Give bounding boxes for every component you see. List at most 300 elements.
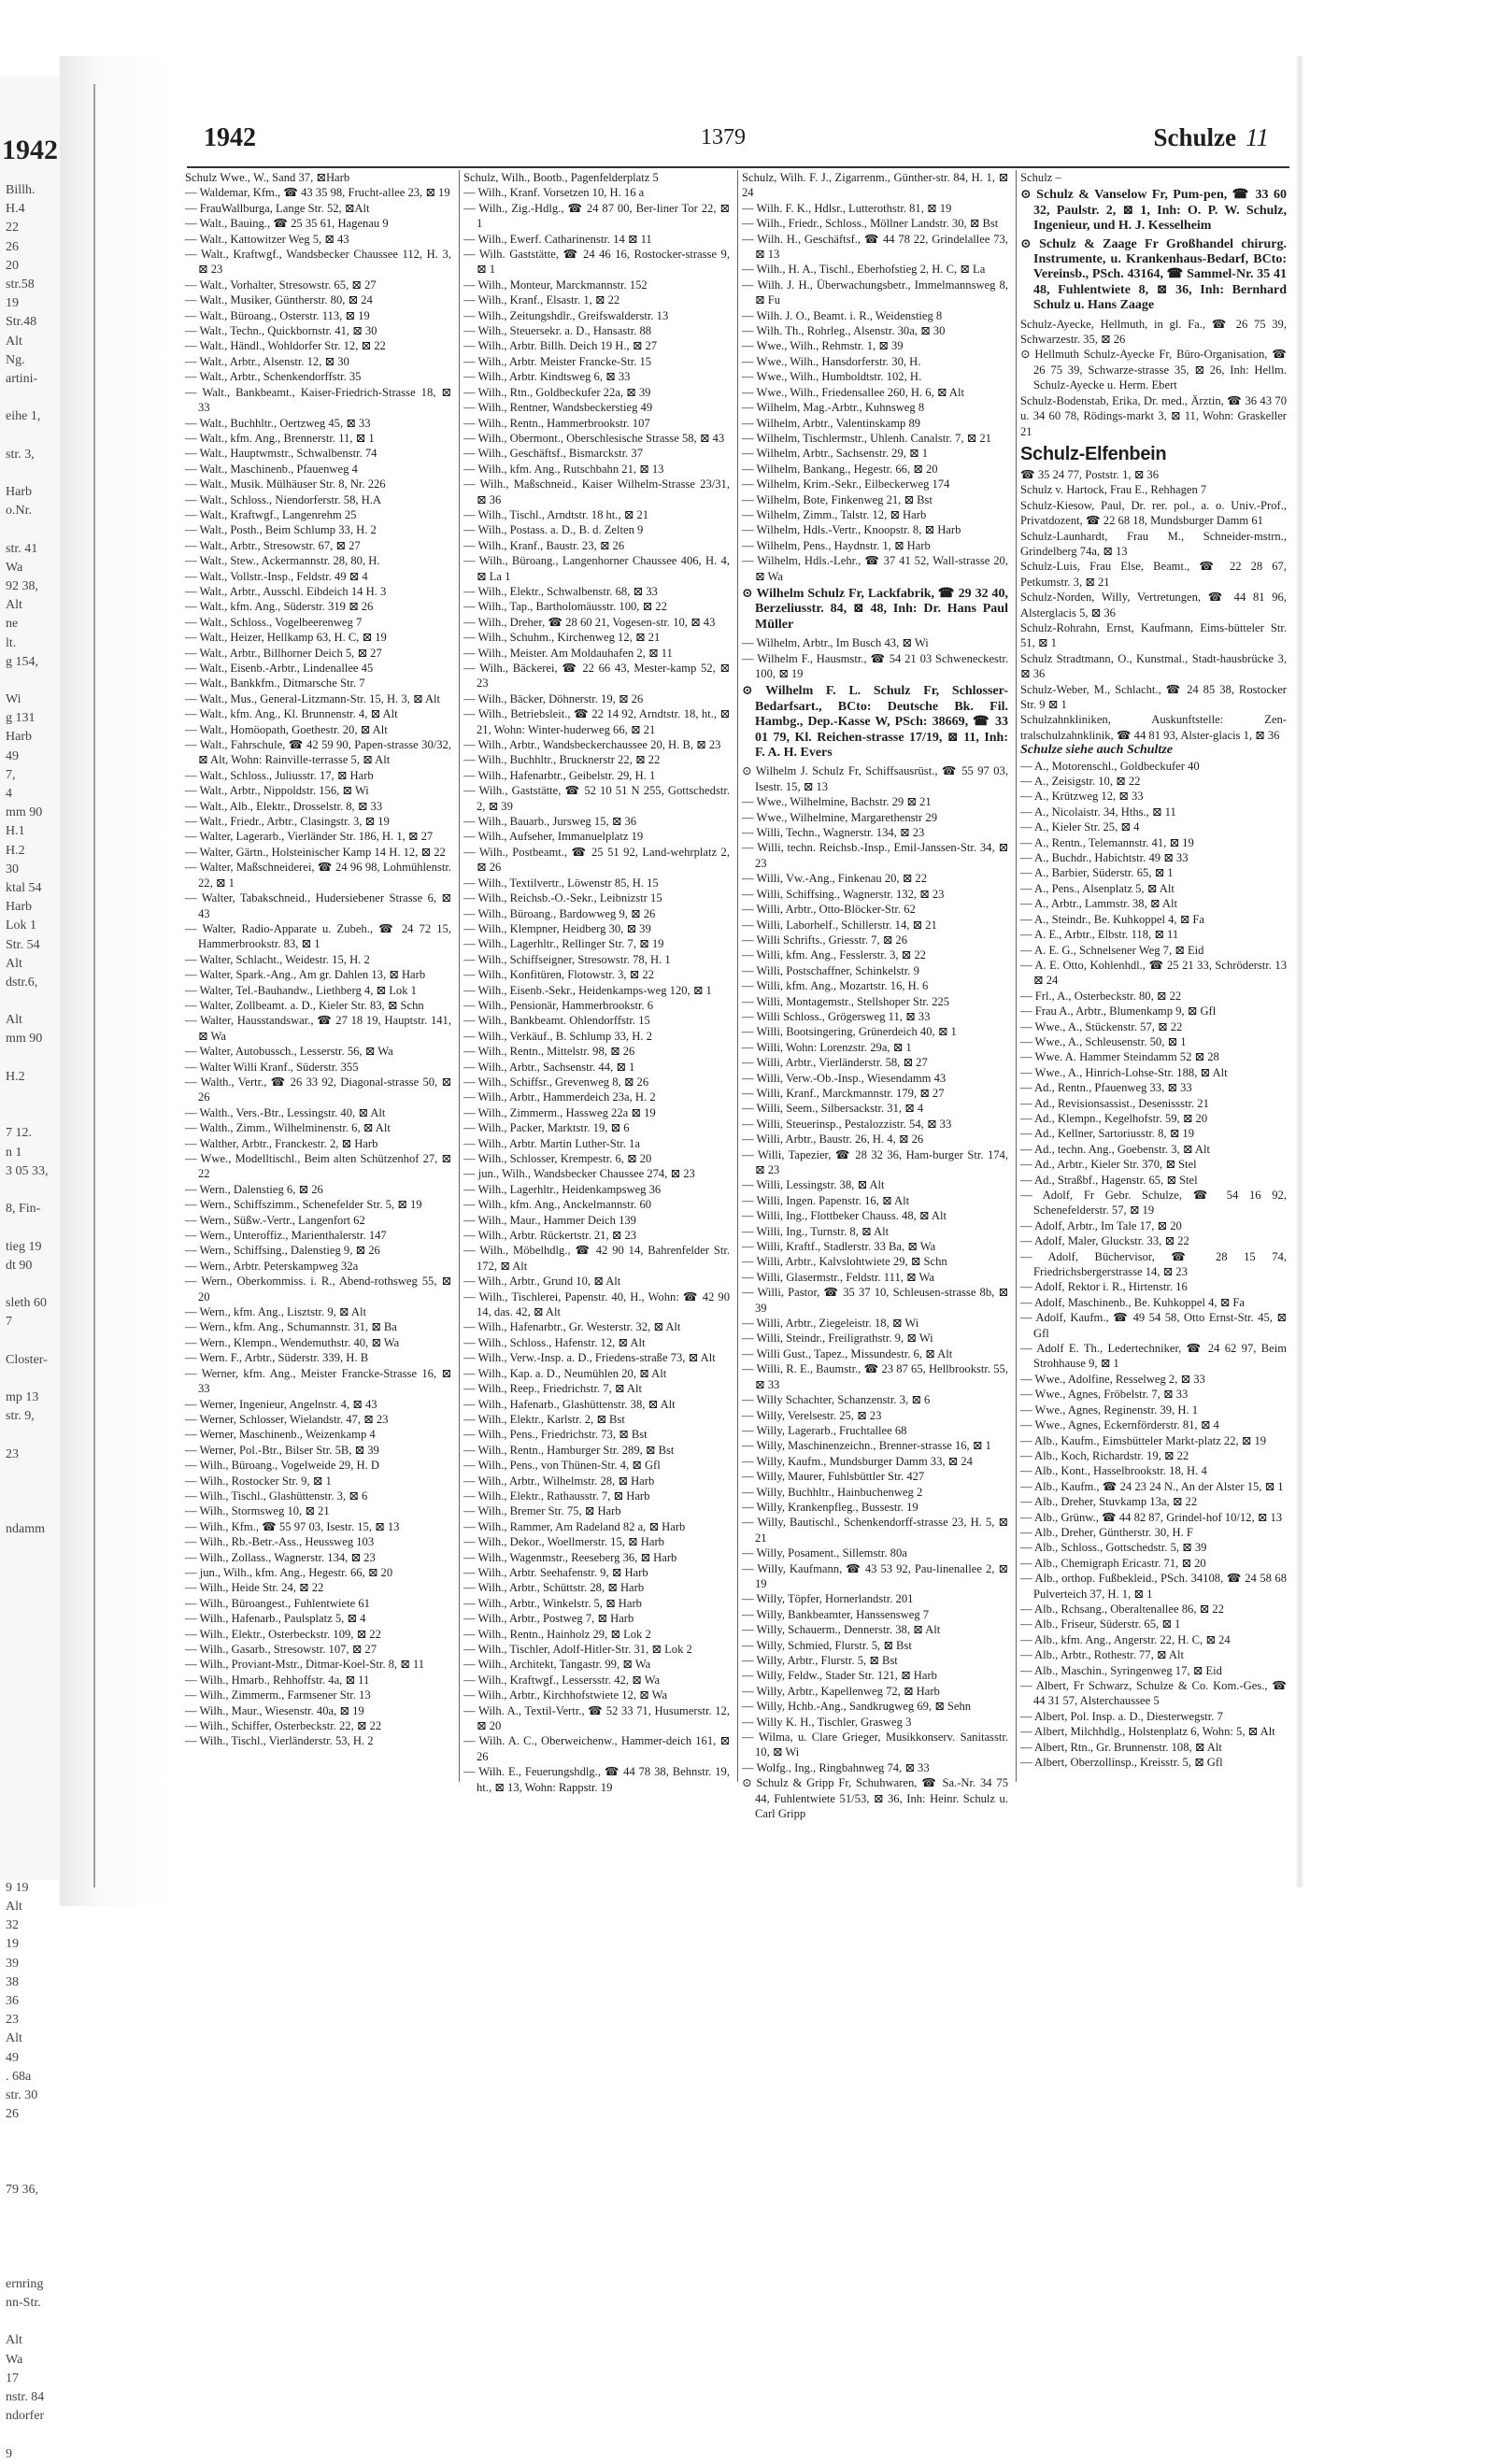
directory-entry: — Wilh. J. H., Überwachungsbetr., Immelmannsweg 8, ⊠ Fu [742, 278, 1008, 307]
previous-page-fragment: eihe 1, [6, 409, 41, 424]
directory-entry: — Wern. F., Arbtr., Süderstr. 339, H. B [185, 1351, 369, 1365]
previous-page-fragment: Alt [6, 2333, 22, 2348]
previous-page-fragment: 7 [6, 1315, 12, 1330]
directory-entry: — Adolf, Arbtr., Im Tale 17, ⊠ 20 [1020, 1218, 1182, 1232]
previous-page-fragment [6, 1370, 58, 1389]
directory-entry: — Wilh., Wagenmstr., Reeseberg 36, ⊠ Harb [463, 1550, 677, 1564]
previous-page-fragment [6, 464, 58, 483]
directory-entry: — Wern., Dalenstieg 6, ⊠ 26 [185, 1182, 323, 1196]
directory-entry: — Wilh., Rostocker Str. 9, ⊠ 1 [185, 1474, 332, 1488]
directory-entry: — A., Nicolaistr. 34, Hths., ⊠ 11 [1020, 805, 1176, 819]
previous-page-fragment: ne [6, 617, 19, 632]
page-number: 1379 [701, 125, 746, 150]
previous-page-fragment: 22 [6, 221, 19, 235]
directory-entry: — A., Buchdr., Habichtstr. 49 ⊠ 33 [1020, 851, 1189, 865]
previous-page-fragment: Harb [6, 485, 32, 499]
directory-entry: — Walt., Arbtr., Stresowstr. 67, ⊠ 27 [185, 538, 361, 552]
directory-entry: — Willi, Pastor, ☎ 35 37 10, Schleusen-strasse 8b, ⊠ 39 [742, 1286, 1008, 1315]
previous-page-fragment [6, 2426, 58, 2444]
directory-entry: — Walt., Bankbeamt., Kaiser-Friedrich-Strasse 18, ⊠ 33 [185, 385, 451, 415]
directory-entry: — Willy, Krankenpfleg., Bussestr. 19 [742, 1500, 918, 1514]
previous-page-fragment [6, 2313, 58, 2331]
directory-entry: — Walter, Zollbeamt. a. D., Kieler Str. 83, ⊠ Schn [185, 998, 424, 1012]
directory-entry: — Willi Gust., Tapez., Missundestr. 6, ⊠ Alt [742, 1346, 953, 1360]
directory-entry: — Wilh., Pens., Friedrichstr. 73, ⊠ Bst [463, 1428, 648, 1442]
directory-entry: — Wilh., Bankbeamt. Ohlendorffstr. 15 [463, 1014, 650, 1028]
directory-entry: — Willi, Seem., Silbersackstr. 31, ⊠ 4 [742, 1102, 924, 1116]
directory-entry: — A., Kieler Str. 25, ⊠ 4 [1020, 820, 1140, 834]
previous-page-fragment [6, 1087, 58, 1105]
directory-entry: — Wilh., Zimmerm., Hassweg 22a ⊠ 19 [463, 1105, 656, 1119]
directory-entry: — Alb., Schloss., Gottschedstr. 5, ⊠ 39 [1020, 1541, 1207, 1555]
previous-page-fragment: 17 [6, 2371, 19, 2386]
previous-page-year: 1942 [2, 135, 58, 165]
previous-page-fragment [6, 1426, 58, 1445]
directory-entry: — Walt., Bankkfm., Ditmarsche Str. 7 [185, 677, 365, 691]
directory-entry: Schulz-Rohrahn, Ernst, Kaufmann, Eims-bütteler Str. 51, ⊠ 1 [1020, 620, 1287, 650]
directory-entry: — A. E. G., Schnelsener Weg 7, ⊠ Eid [1020, 943, 1204, 957]
directory-entry: — Wern., Süßw.-Vertr., Langenfort 62 [185, 1213, 365, 1227]
directory-entry: — FrauWallburga, Lange Str. 52, ⊠Alt [185, 201, 370, 215]
directory-entry: — Adolf, Kaufm., ☎ 49 54 58, Otto Ernst-Str. 45, ⊠ Gfl [1020, 1311, 1287, 1340]
directory-entry: — Walter, Maßschneiderei, ☎ 24 96 98, Lohmühlenstr. 22, ⊠ 1 [185, 861, 451, 890]
previous-page-fragment [6, 520, 58, 539]
directory-entry: — Ad., Revisionsassist., Desenissstr. 21 [1020, 1096, 1209, 1110]
directory-entry: — Walter Willi Kranf., Süderstr. 355 [185, 1060, 359, 1074]
directory-entry: — Walt., Arbtr., Ausschl. Eibdeich 14 H. 3 [185, 584, 387, 598]
directory-entry: — Wilh., kfm. Ang., Anckelmannstr. 60 [463, 1198, 652, 1212]
directory-entry: — Wilh., Monteur, Marckmannstr. 152 [463, 278, 648, 292]
previous-page-fragment: Lok 1 [6, 919, 37, 933]
directory-entry: — A., Krützweg 12, ⊠ 33 [1020, 790, 1144, 804]
directory-entry: — Willy, Schmied, Flurstr. 5, ⊠ Bst [742, 1638, 912, 1652]
column-3 [742, 170, 1008, 1821]
previous-page-fragment [6, 2200, 58, 2218]
directory-entry: — Wilh., Rentn., Hainholz 29, ⊠ Lok 2 [463, 1627, 651, 1641]
directory-entry: — Wilh., Postass. a. D., B. d. Zelten 9 [463, 523, 644, 537]
directory-entry: — Wilh., Schiffseigner, Stresowstr. 78, H. 1 [463, 952, 671, 966]
directory-entry: — Adolf, Maler, Gluckstr. 33, ⊠ 22 [1020, 1234, 1189, 1248]
directory-entry: — Wilh., Textilvertr., Löwenstr 85, H. 15 [463, 876, 659, 890]
directory-entry: — Wilh., Kranf., Baustr. 23, ⊠ 26 [463, 538, 625, 552]
previous-page-fragment: artini- [6, 371, 38, 386]
directory-entry: Schulz-Ayecke, Hellmuth, in gl. Fa., ☎ 26 75 39, Schwarzestr. 35, ⊠ 26 [1020, 317, 1287, 347]
previous-page-fragment [6, 1615, 58, 1633]
previous-page-fragment [6, 2218, 58, 2237]
directory-entry: — Wern., Klempn., Wendemuthstr. 40, ⊠ Wa [185, 1335, 400, 1349]
directory-entry: — Albert, Fr Schwarz, Schulze & Co. Kom.-Ges., ☎ 44 31 57, Alsterchaussee 5 [1020, 1679, 1287, 1708]
directory-entry: — Alb., Rchsang., Oberaltenallee 86, ⊠ 22 [1020, 1602, 1224, 1616]
directory-entry: — Wilh., Arbtr., Sachsenstr. 44, ⊠ 1 [463, 1060, 635, 1074]
directory-entry: — Wilh., kfm. Ang., Rutschbahn 21, ⊠ 13 [463, 462, 664, 476]
directory-entry: — Willy, Maurer, Fuhlsbüttler Str. 427 [742, 1470, 925, 1484]
directory-entry: — Wilh., Bäckerei, ☎ 22 66 43, Mester-kamp 52, ⊠ 23 [463, 662, 730, 691]
directory-entry: — Walth., Vers.-Btr., Lessingstr. 40, ⊠ Alt [185, 1105, 386, 1119]
directory-entry: — Walt., Büroang., Osterstr. 113, ⊠ 19 [185, 308, 370, 322]
directory-entry: — Wilhelm, Tischlermstr., Uhlenh. Canalstr. 7, ⊠ 21 [742, 431, 991, 445]
directory-entry: — Wilh., Rtn., Goldbeckufer 22a, ⊠ 39 [463, 385, 651, 399]
directory-entry: — Wilh., Schiffsr., Grevenweg 8, ⊠ 26 [463, 1075, 649, 1089]
directory-entry: — Wilhelm, Arbtr., Im Busch 43, ⊠ Wi [742, 636, 929, 650]
previous-page-fragment: Harb [6, 900, 32, 915]
directory-entry: — Willi, Techn., Wagnerstr. 134, ⊠ 23 [742, 826, 925, 840]
directory-banner-entry: Schulz-Elfenbein [1020, 443, 1167, 464]
previous-page-fragment: g 154, [6, 654, 38, 669]
directory-entry: — Willi, kfm. Ang., Fesslerstr. 3, ⊠ 22 [742, 948, 926, 962]
directory-entry: — Wilh., Arbtr., Postweg 7, ⊠ Harb [463, 1612, 634, 1626]
directory-entry: — Wern., Schiffszimm., Schenefelder Str. 5, ⊠ 19 [185, 1198, 422, 1212]
previous-page-fragment: str. 41 [6, 541, 38, 556]
previous-page-fragment [6, 1766, 58, 1785]
directory-entry: — Willy, Lagerarb., Fruchtallee 68 [742, 1423, 907, 1437]
previous-page-fragment: 23 [6, 2013, 19, 2028]
directory-entry: — Wwe., Wilh., Hansdorferstr. 30, H. [742, 354, 921, 368]
directory-entry: — Wilh., Tischl., Glashüttenstr. 3, ⊠ 6 [185, 1488, 368, 1503]
previous-page-fragment [6, 672, 58, 691]
directory-entry: — Wilh., Buchhltr., Brucknerstr 22, ⊠ 22 [463, 753, 661, 767]
previous-page-fragment [6, 1633, 58, 1652]
directory-entry: — Walt., Vorhalter, Stresowstr. 65, ⊠ 27 [185, 278, 377, 292]
previous-page-fragment: Alt [6, 2031, 22, 2046]
directory-entry: — Wilh., Tischlerei, Papenstr. 40, H., Wohn: ☎ 42 90 14, das. 42, ⊠ Alt [463, 1289, 730, 1319]
directory-entry: — Wilh. F. K., Hdlsr., Lutterothstr. 81, ⊠ 19 [742, 201, 952, 215]
previous-page-fragment: 26 [6, 2107, 19, 2122]
directory-entry: — A., Rentn., Telemannstr. 41, ⊠ 19 [1020, 835, 1194, 849]
directory-entry: — Walter, Schlacht., Weidestr. 15, H. 2 [185, 952, 370, 966]
directory-entry: — Wilh., Arbtr. Seehafenstr. 9, ⊠ Harb [463, 1565, 648, 1579]
directory-entry: — A., Arbtr., Lammstr. 38, ⊠ Alt [1020, 897, 1177, 911]
page-header [178, 110, 1289, 157]
gutter-line [93, 84, 95, 1887]
previous-page-fragment [6, 1275, 58, 1294]
directory-entry: — Willy, Bautischl., Schenkendorff-strasse 23, H. 5, ⊠ 21 [742, 1516, 1008, 1545]
directory-entry: — Willy, Kaufmann, ☎ 43 53 92, Pau-linenallee 2, ⊠ 19 [742, 1561, 1008, 1590]
previous-page-fragment [6, 2124, 58, 2143]
directory-entry: — Wilh., Arbtr., Wandsbeckerchaussee 20, H. B, ⊠ 23 [463, 738, 721, 752]
directory-entry: Schulz v. Hartock, Frau E., Rehhagen 7 [1020, 483, 1207, 497]
previous-page-fragment [6, 2237, 58, 2256]
directory-entry: — Wern., Arbtr. Peterskampweg 32a [185, 1259, 359, 1273]
directory-entry: — Wilh., Steuersekr. a. D., Hansastr. 88 [463, 324, 652, 338]
directory-entry: — Willi, Verw.-Ob.-Insp., Wiesendamm 43 [742, 1071, 947, 1085]
previous-page-fragment: ernring [6, 2276, 44, 2291]
directory-entry: — Wilh., Möbelhdlg., ☎ 42 90 14, Bahrenfelder Str. 172, ⊠ Alt [463, 1244, 730, 1273]
directory-entry: — Wilh., Elektr., Karlstr. 2, ⊠ Bst [463, 1412, 625, 1426]
directory-entry: — Alb., orthop. Fußbekleid., PSch. 34108, ☎ 24 58 68 Pulverteich 37, H. 1, ⊠ 1 [1020, 1572, 1287, 1601]
directory-entry: — jun., Wilh., Wandsbecker Chaussee 274, ⊠ 23 [463, 1167, 695, 1181]
directory-entry: — Willi, Tapezier, ☎ 28 32 36, Ham-burger Str. 174, ⊠ 23 [742, 1147, 1008, 1176]
directory-entry: Schulz-Luis, Frau Else, Beamt., ☎ 22 28 67, Petkumstr. 3, ⊠ 21 [1020, 560, 1287, 589]
directory-entry: — Walt., kfm. Ang., Brennerstr. 11, ⊠ 1 [185, 431, 375, 445]
previous-page-fragment: n 1 [6, 1145, 22, 1160]
directory-entry: ⊙ Schulz & Vanselow Fr, Pum-pen, ☎ 33 60 32, Paulstr. 2, ⊠ 1, Inh: O. P. W. Schulz, Ingenieur, und H. J. Kesselheim [1020, 188, 1287, 234]
directory-entry: Schulz Wwe., W., Sand 37, ⊠Harb [185, 171, 350, 184]
previous-page-fragment [6, 1672, 58, 1690]
running-title [1153, 123, 1269, 152]
directory-entry: — Walt., Maschinenb., Pfauenweg 4 [185, 462, 358, 476]
directory-entry: — Walt., Stew., Ackermannstr. 28, 80, H. [185, 554, 380, 568]
previous-page-fragment: H.1 [6, 824, 25, 839]
directory-entry: — Wilhelm F., Hausmstr., ☎ 54 21 03 Schweneckestr. 100, ⊠ 19 [742, 651, 1008, 680]
directory-entry: — Wilh., Arbtr. Meister Francke-Str. 15 [463, 354, 652, 368]
directory-entry: — Wilh., Arbtr., Grund 10, ⊠ Alt [463, 1275, 621, 1289]
directory-entry: — Wilh., Postbeamt., ☎ 25 51 92, Land-wehrplatz 2, ⊠ 26 [463, 845, 730, 875]
directory-entry: — Wilh., Rentn., Hammerbrookstr. 107 [463, 416, 650, 430]
previous-page-fragment: str. 3, [6, 447, 35, 462]
previous-page-edge [0, 77, 60, 2461]
column-rule [737, 170, 738, 1782]
directory-entry: — A., Barbier, Süderstr. 65, ⊠ 1 [1020, 866, 1174, 880]
previous-page-fragment [6, 426, 58, 445]
directory-entry: — Walth., Vertr., ☎ 26 33 92, Diagonal-strasse 50, ⊠ 26 [185, 1075, 451, 1104]
directory-entry: — Wilh., Pens., von Thünen-Str. 4, ⊠ Gfl [463, 1459, 661, 1473]
directory-entry: — Walter, Hausstandswar., ☎ 27 18 19, Hauptstr. 141, ⊠ Wa [185, 1014, 451, 1043]
previous-page-fragment: g 131 [6, 711, 36, 726]
directory-entry: ⊙ Wilhelm F. L. Schulz Fr, Schlosser-Bedarfsart., BCto: Deutsche Bk. Fil. Hambg., Dep.-Kasse W, PSch: 38669, ☎ 33 01 79, Kl. Reichen-strasse 17/19, ⊠ 11, Inh: F. A. H. Evers [742, 684, 1008, 761]
previous-page-fragment [6, 1540, 58, 1559]
previous-page-fragment: 26 [6, 239, 19, 254]
directory-entry: — Wilh., Schiffer, Osterbeckstr. 22, ⊠ 22 [185, 1719, 382, 1733]
directory-entry: — Alb., Kont., Hasselbrookstr. 18, H. 4 [1020, 1464, 1207, 1478]
directory-entry: — Wilh., Kraftwgf., Lessersstr. 42, ⊠ Wa [463, 1673, 661, 1687]
directory-entry: Schulz-Norden, Willy, Vertretungen, ☎ 44 81 96, Alsterglacis 5, ⊠ 36 [1020, 591, 1287, 620]
directory-entry: — Alb., Kaufm., ☎ 24 23 24 N., An der Alster 15, ⊠ 1 [1020, 1479, 1284, 1493]
previous-page-fragment: mm 90 [6, 1032, 43, 1047]
directory-entry: — Willi, Arbtr., Ziegeleistr. 18, ⊠ Wi [742, 1317, 919, 1331]
directory-entry: — Wilh., Heide Str. 24, ⊠ 22 [185, 1581, 324, 1595]
directory-entry: — Willi, Bootsingering, Grünerdeich 40, ⊠ 1 [742, 1025, 957, 1039]
directory-entry: — Wilhelm, Pens., Haydnstr. 1, ⊠ Harb [742, 538, 931, 552]
previous-page-fragment: 9 19 [6, 1880, 29, 1895]
previous-page-fragment: Wa [6, 2352, 23, 2367]
directory-entry: — Willy, Arbtr., Flurstr. 5, ⊠ Bst [742, 1654, 898, 1667]
previous-page-fragment: dt 90 [6, 1258, 33, 1273]
directory-entry: Schulzahnkliniken, Auskunftstelle: Zen-tralschulzahnklinik, ☎ 44 81 93, Alster-glacis 1, ⊠ 36 [1020, 713, 1287, 742]
header-rule [187, 166, 1289, 168]
directory-entry: — Willy, Feldw., Stader Str. 121, ⊠ Harb [742, 1669, 937, 1683]
directory-entry: Schulz-Launhardt, Frau M., Schneider-mstrn., Grindelberg 74a, ⊠ 13 [1020, 529, 1287, 558]
directory-entry: — Alb., Arbtr., Rothestr. 77, ⊠ Alt [1020, 1648, 1184, 1662]
directory-entry: — Wilh., Betriebsleit., ☎ 22 14 92, Arndtstr. 18, ht., ⊠ 21, Wohn: Winter-huderweg 66, ⊠ 21 [463, 707, 730, 736]
previous-page-fragment: . 68a [6, 2069, 32, 2084]
directory-entry: — Wilh., Hafenarbtr., Geibelstr. 29, H. 1 [463, 768, 656, 782]
directory-entry: — Wwe., Modelltischl., Beim alten Schützenhof 27, ⊠ 22 [185, 1152, 451, 1181]
directory-entry: — Walter, Lagerarb., Vierländer Str. 186, H. 1, ⊠ 27 [185, 830, 434, 844]
previous-page-fragment: Billh. [6, 183, 36, 197]
directory-entry: — Wilh., Büroang., Bardowweg 9, ⊠ 26 [463, 906, 656, 920]
directory-entry: — Willy, Posament., Sillemstr. 80a [742, 1546, 907, 1560]
directory-entry: — Walt., Homöopath, Goethestr. 20, ⊠ Alt [185, 722, 388, 736]
directory-entry: — Walter, Gärtn., Holsteinischer Kamp 14 H. 12, ⊠ 22 [185, 845, 446, 859]
previous-page-fragment: 7 12. [6, 1126, 32, 1141]
directory-entry: — Willi, Glasermstr., Feldstr. 111, ⊠ Wa [742, 1270, 934, 1284]
directory-entry: — Wilh., Arbtr. Kindtsweg 6, ⊠ 33 [463, 370, 631, 384]
section-heading: Schulze siehe auch Schultze [1020, 743, 1173, 758]
directory-entry: — Walt., Kattowitzer Weg 5, ⊠ 43 [185, 232, 349, 246]
directory-entry: — Willi Schrifts., Griesstr. 7, ⊠ 26 [742, 933, 908, 947]
directory-entry: — Wilh., Büroangest., Fuhlentwiete 61 [185, 1596, 370, 1610]
previous-page-fragment: 39 [6, 1956, 19, 1971]
directory-entry: — Wilh., Zollass., Wagnerstr. 134, ⊠ 23 [185, 1550, 376, 1564]
directory-entry: — Walt., Bauing., ☎ 25 35 61, Hagenau 9 [185, 217, 389, 231]
directory-entry: — Wilh., Rentn., Hamburger Str. 289, ⊠ Bst [463, 1443, 675, 1457]
previous-page-fragment [6, 2257, 58, 2275]
directory-entry: — Willi, Kranf., Marckmannstr. 179, ⊠ 27 [742, 1086, 945, 1100]
previous-page-fragment [6, 1181, 58, 1200]
directory-entry: — Wilh., Tischl., Arndtstr. 18 ht., ⊠ 21 [463, 507, 649, 521]
directory-entry: — Wilh., Maßschneid., Kaiser Wilhelm-Strasse 23/31, ⊠ 36 [463, 477, 730, 506]
directory-entry: — Werner, Schlosser, Wielandstr. 47, ⊠ 23 [185, 1412, 389, 1426]
directory-entry: — Wilh., Klempner, Heidberg 30, ⊠ 39 [463, 921, 651, 935]
directory-entry: — Wilh., Eisenb.-Sekr., Heidenkamps-weg 120, ⊠ 1 [463, 983, 712, 997]
previous-page-fragment [6, 1803, 58, 1822]
previous-page-fragment [6, 1577, 58, 1596]
previous-page-fragment: Wa [6, 560, 23, 575]
directory-entry: — Wilh., Dreher, ☎ 28 60 21, Vogesen-str. 10, ⊠ 43 [463, 615, 716, 629]
directory-entry: — Walt., Fahrschule, ☎ 42 59 90, Papen-strasse 30/32, ⊠ Alt, Wohn: Rainville-terrasse 5, ⊠ Alt [185, 738, 451, 767]
directory-entry: — Wilh., Maur., Hammer Deich 139 [463, 1213, 636, 1227]
previous-page-fragment: Alt [6, 598, 22, 613]
column-4 [1020, 170, 1287, 1782]
directory-entry: — Adolf, Büchervisor, ☎ 28 15 74, Friedrichsbergerstrasse 14, ⊠ 23 [1020, 1249, 1287, 1279]
directory-entry: — Walt., Vollstr.-Insp., Feldstr. 49 ⊠ 4 [185, 569, 368, 583]
directory-entry: — Wilh., Aufseher, Immanuelplatz 19 [463, 830, 644, 844]
header-year: 1942 [204, 123, 256, 152]
directory-entry: — Willi, R. E., Baumstr., ☎ 23 87 65, Hellbrookstr. 55, ⊠ 33 [742, 1362, 1008, 1391]
directory-entry: — Wilh., Kap. a. D., Neumühlen 20, ⊠ Alt [463, 1366, 667, 1380]
previous-page-fragment: 49 [6, 2050, 19, 2065]
previous-page-fragment [6, 1332, 58, 1350]
directory-entry: — Albert, Pol. Insp. a. D., Diesterwegstr. 7 [1020, 1709, 1223, 1723]
directory-entry: — Wilh. A. C., Oberweichenw., Hammer-deich 161, ⊠ 26 [463, 1734, 730, 1763]
directory-entry: — Willi, Ing., Turnstr. 8, ⊠ Alt [742, 1224, 890, 1238]
directory-entry: — Frl., A., Osterbeckstr. 80, ⊠ 22 [1020, 989, 1182, 1003]
previous-page-fragment: 4 [6, 787, 12, 801]
directory-entry: — Walt., Hauptwmstr., Schwalbenstr. 74 [185, 447, 377, 461]
previous-page-fragment: 7, [6, 767, 16, 782]
directory-entry: — Willi, Arbtr., Kalvslohtwiete 29, ⊠ Schn [742, 1255, 947, 1269]
previous-page-fragment: str.58 [6, 277, 35, 292]
previous-page-fragment [6, 2144, 58, 2162]
directory-entry: — A., Zeisigstr. 10, ⊠ 22 [1020, 775, 1141, 789]
directory-entry: — Wilhelm, Zimm., Talstr. 12, ⊠ Harb [742, 507, 927, 521]
previous-page-fragment [6, 1822, 58, 1841]
directory-entry: — Wilhelm, Hdls.-Lehr., ☎ 37 41 52, Wall-strasse 20, ⊠ Wa [742, 554, 1008, 583]
directory-entry: — Willy, Maschinenzeichn., Brenner-strasse 16, ⊠ 1 [742, 1439, 991, 1453]
directory-entry: — Willi, Arbtr., Otto-Blöcker-Str. 62 [742, 903, 916, 917]
directory-entry: — Walt., Arbtr., Schenkendorffstr. 35 [185, 370, 362, 384]
directory-entry: — Wolfg., Ing., Ringbahnweg 74, ⊠ 33 [742, 1760, 930, 1774]
previous-page-fragment: sleth 60 [6, 1296, 47, 1311]
directory-entry: — Wwe., Wilh., Humboldtstr. 102, H. [742, 370, 922, 384]
directory-entry: — Wilh., Zig.-Hdlg., ☎ 24 87 00, Ber-liner Tor 22, ⊠ 1 [463, 201, 730, 231]
directory-entry: — Wilh., Proviant-Mstr., Ditmar-Koel-Str. 8, ⊠ 11 [185, 1658, 425, 1672]
directory-entry: — Willy, Verelsestr. 25, ⊠ 23 [742, 1408, 882, 1422]
previous-page-fragment: Ng. [6, 352, 25, 367]
directory-entry: — Wilh., Büroang., Langenhorner Chaussee 406, H. 4, ⊠ La 1 [463, 554, 730, 583]
directory-entry: — Wilh., Konfitüren, Flotowstr. 3, ⊠ 22 [463, 968, 654, 982]
previous-page-fragment [6, 1653, 58, 1672]
directory-entry: — Willy, Hchb.-Ang., Sandkrugweg 69, ⊠ Sehn [742, 1700, 972, 1714]
previous-page-fragment: 36 [6, 1994, 19, 2008]
directory-entry: — Walt., Musik. Mülhäuser Str. 8, Nr. 226 [185, 477, 386, 491]
directory-entry: — Walt., Arbtr., Alsenstr. 12, ⊠ 30 [185, 354, 349, 368]
directory-entry: — Wwe., Wilhelmine, Bachstr. 29 ⊠ 21 [742, 795, 932, 809]
directory-entry: — Willy, Töpfer, Hornerlandstr. 201 [742, 1592, 914, 1606]
directory-entry: — Walth., Zimm., Wilhelminenstr. 6, ⊠ Alt [185, 1121, 391, 1135]
directory-entry: — Wilh., Lagerhltr., Heidenkampsweg 36 [463, 1182, 662, 1196]
directory-entry: — Wilhelm, Mag.-Arbtr., Kuhnsweg 8 [742, 401, 925, 415]
previous-page-fragment: 38 [6, 1974, 19, 1989]
directory-entry: Schulz, Wilh., Bootb., Pagenfelderplatz 5 [463, 171, 659, 184]
directory-entry: ⊙ Wilhelm J. Schulz Fr, Schiffsausrüst., ☎ 55 97 03, Isestr. 15, ⊠ 13 [742, 764, 1008, 793]
directory-entry: — Wilh., Bauarb., Jursweg 15, ⊠ 36 [463, 815, 637, 829]
directory-entry: — Walt., Arbtr., Nippoldstr. 156, ⊠ Wi [185, 784, 369, 798]
directory-entry: — Wilh., Bremer Str. 75, ⊠ Harb [463, 1504, 621, 1518]
previous-page-fragment: Wi [6, 692, 21, 707]
directory-entry: — Wwe., Agnes, Fröbelstr. 7, ⊠ 33 [1020, 1388, 1189, 1402]
directory-entry: — Albert, Milchhdlg., Holstenplatz 6, Wohn: 5, ⊠ Alt [1020, 1725, 1275, 1739]
directory-entry: — Willy, Schauerm., Dennerstr. 38, ⊠ Alt [742, 1623, 941, 1637]
directory-entry: — Walt., Arbtr., Billhorner Deich 5, ⊠ 27 [185, 646, 382, 660]
directory-entry: — Walt., kfm. Ang., Süderstr. 319 ⊠ 26 [185, 600, 374, 614]
directory-entry: — Wilhelm, Krim.-Sekr., Eilbeckerweg 174 [742, 477, 950, 491]
directory-entry: — Willi, Ingen. Papenstr. 16, ⊠ Alt [742, 1193, 910, 1207]
directory-entry: — Wilhelm, Bankang., Hegestr. 66, ⊠ 20 [742, 462, 938, 476]
directory-entry: ⊙ Schulz & Gripp Fr, Schuhwaren, ☎ Sa.-Nr. 34 75 44, Fuhlentwiete 51/53, ⊠ 36, Inh: Heinr. Schulz u. Carl Gripp [742, 1776, 1008, 1821]
directory-entry: — Walt., Händl., Wohldorfer Str. 12, ⊠ 22 [185, 339, 386, 353]
directory-entry: — Walt., Friedr., Arbtr., Clasingstr. 3, ⊠ 19 [185, 815, 390, 829]
directory-entry: — Willi, Wohn: Lorenzstr. 29a, ⊠ 1 [742, 1040, 912, 1054]
previous-page-fragment: 79 36, [6, 2182, 38, 2197]
column-rule [459, 170, 460, 1782]
previous-page-fragment: tieg 19 [6, 1239, 42, 1254]
directory-entry: — Wilh., Reichsb.-O.-Sekr., Leibnizstr 15 [463, 891, 662, 905]
previous-page-fragment [6, 389, 58, 407]
directory-entry: — Walter, Spark.-Ang., Am gr. Dahlen 13, ⊠ Harb [185, 968, 426, 982]
directory-entry: — Wwe., A., Hinrich-Lohse-Str. 188, ⊠ Alt [1020, 1065, 1228, 1079]
previous-page-fragment [6, 1709, 58, 1728]
directory-entry: — Wilh., Arbtr., Wilhelmstr. 28, ⊠ Harb [463, 1474, 655, 1488]
previous-page-fragment: 8, Fin- [6, 1202, 41, 1217]
directory-entry: — Alb., Maschin., Syringenweg 17, ⊠ Eid [1020, 1663, 1222, 1677]
directory-entry: — Willy, Kaufm., Mundsburger Damm 33, ⊠ 24 [742, 1454, 973, 1468]
directory-entry: — Wilh., Hafenarbtr., Gr. Westerstr. 32, ⊠ Alt [463, 1320, 681, 1334]
directory-entry: — Adolf E. Th., Ledertechniker, ☎ 24 62 97, Beim Strohhause 9, ⊠ 1 [1020, 1342, 1287, 1371]
directory-entry: — Alb., Dreher, Güntherstr. 30, H. F [1020, 1525, 1193, 1539]
directory-entry: — Albert, Oberzollinsp., Kreisstr. 5, ⊠ Gfl [1020, 1756, 1223, 1770]
directory-entry: — Wilh., Geschäftsf., Bismarckstr. 37 [463, 447, 643, 461]
directory-entry: — Walt., Eisenb.-Arbtr., Lindenallee 45 [185, 662, 374, 675]
directory-entry: — Wilh., Stormsweg 10, ⊠ 21 [185, 1504, 330, 1518]
directory-entry: — Willy, Bankbeamter, Hanssensweg 7 [742, 1607, 930, 1621]
directory-entry: — Willi, techn. Reichsb.-Insp., Emil-Janssen-Str. 34, ⊠ 23 [742, 841, 1008, 870]
directory-entry: — Walt., Posth., Beim Schlump 33, H. 2 [185, 523, 377, 537]
previous-page-fragment [6, 992, 58, 1011]
previous-page-fragment: dstr.6, [6, 975, 38, 990]
directory-entry: — Willi, Arbtr., Baustr. 26, H. 4, ⊠ 26 [742, 1132, 924, 1147]
directory-entry: — Werner, Ingenieur, Angelnstr. 4, ⊠ 43 [185, 1397, 377, 1411]
directory-entry: — Alb., Kaufm., Eimsbütteler Markt-platz 22, ⊠ 19 [1020, 1433, 1267, 1447]
directory-entry: — Wilma, u. Clare Grieger, Musikkonserv. Sanitasstr. 10, ⊠ Wi [742, 1730, 1008, 1759]
previous-page-fragment: ndorfer [6, 2409, 45, 2424]
previous-page-fragment: 20 [6, 258, 19, 273]
directory-entry: — Willi, Montagemstr., Stellshoper Str. 225 [742, 994, 950, 1008]
previous-page-fragment: mp 13 [6, 1390, 39, 1404]
directory-entry: — Willi, Lessingstr. 38, ⊠ Alt [742, 1178, 885, 1192]
previous-page-fragment: 19 [6, 1937, 19, 1952]
directory-entry: — Ad., Klempn., Kegelhofstr. 59, ⊠ 20 [1020, 1111, 1208, 1125]
